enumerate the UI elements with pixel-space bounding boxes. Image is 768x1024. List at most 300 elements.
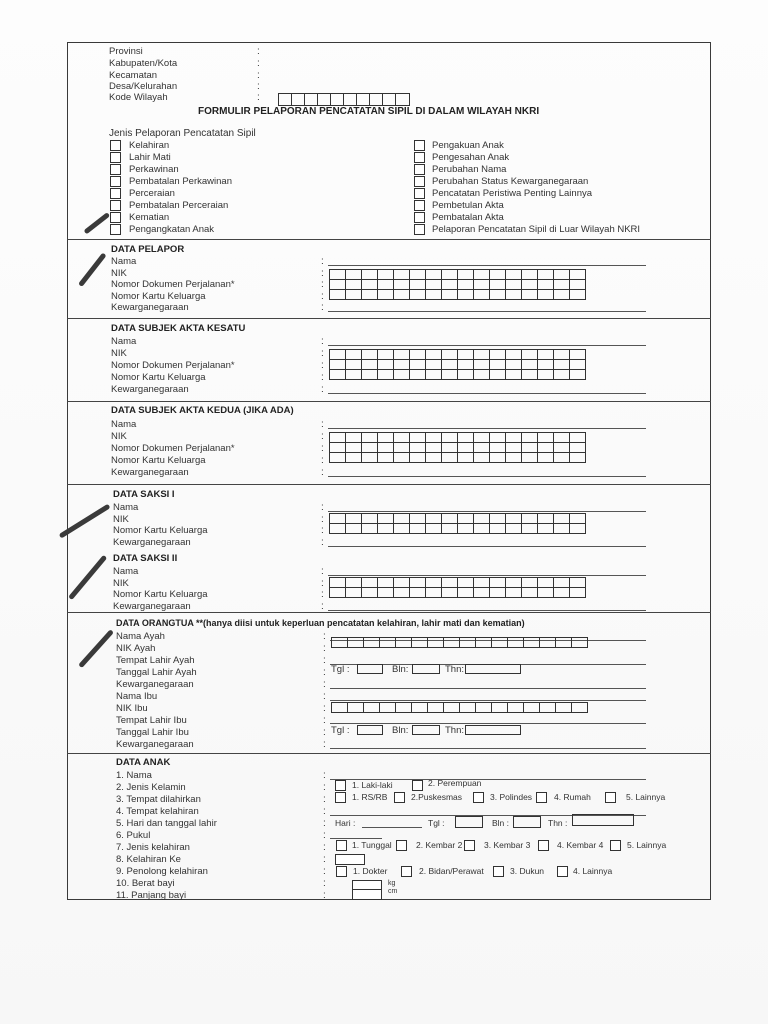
grid-cell[interactable] xyxy=(330,280,346,290)
grid-cell[interactable] xyxy=(458,280,474,290)
grid-cell[interactable] xyxy=(394,350,410,360)
grid-cell[interactable] xyxy=(554,443,570,453)
grid-cell[interactable] xyxy=(458,443,474,453)
grid-cell[interactable] xyxy=(442,524,458,534)
jenis-checkbox[interactable] xyxy=(414,200,425,211)
grid-cell[interactable] xyxy=(570,350,586,360)
grid-cell[interactable] xyxy=(362,578,378,588)
name-input-line[interactable] xyxy=(328,345,646,346)
option-checkbox[interactable] xyxy=(401,866,412,877)
grid-cell[interactable] xyxy=(426,290,442,300)
option-checkbox[interactable] xyxy=(538,840,549,851)
grid-cell[interactable] xyxy=(474,360,490,370)
grid-cell[interactable] xyxy=(346,370,362,380)
grid-cell[interactable] xyxy=(506,514,522,524)
grid-cell[interactable] xyxy=(410,524,426,534)
grid-cell[interactable] xyxy=(522,370,538,380)
grid-cell[interactable] xyxy=(474,370,490,380)
grid-cell[interactable] xyxy=(508,703,524,713)
grid-cell[interactable] xyxy=(458,360,474,370)
nik-kk-grid[interactable] xyxy=(329,513,586,534)
grid-cell[interactable] xyxy=(410,370,426,380)
grid-cell[interactable] xyxy=(410,270,426,280)
option-checkbox[interactable] xyxy=(610,840,621,851)
jenis-checkbox[interactable] xyxy=(414,224,425,235)
day-box[interactable] xyxy=(357,664,383,674)
grid-cell[interactable] xyxy=(394,290,410,300)
grid-cell[interactable] xyxy=(458,290,474,300)
grid-cell[interactable] xyxy=(396,638,412,648)
option-checkbox[interactable] xyxy=(412,780,423,791)
grid-cell[interactable] xyxy=(522,524,538,534)
kelahiran-ke-box[interactable] xyxy=(335,854,365,865)
grid-cell[interactable] xyxy=(474,524,490,534)
grid-cell[interactable] xyxy=(380,638,396,648)
grid-cell[interactable] xyxy=(506,270,522,280)
tempat-lahir-line[interactable] xyxy=(330,723,646,724)
jenis-checkbox[interactable] xyxy=(414,164,425,175)
grid-cell[interactable] xyxy=(506,524,522,534)
grid-cell[interactable] xyxy=(410,433,426,443)
kewarganegaraan-input-line[interactable] xyxy=(328,610,646,611)
grid-cell[interactable] xyxy=(570,280,586,290)
grid-cell[interactable] xyxy=(554,370,570,380)
grid-cell[interactable] xyxy=(330,443,346,453)
jenis-checkbox[interactable] xyxy=(414,140,425,151)
grid-cell[interactable] xyxy=(378,433,394,443)
grid-cell[interactable] xyxy=(570,270,586,280)
grid-cell[interactable] xyxy=(378,290,394,300)
grid-cell[interactable] xyxy=(474,514,490,524)
grid-cell[interactable] xyxy=(442,588,458,598)
grid-cell[interactable] xyxy=(394,280,410,290)
grid-cell[interactable] xyxy=(346,514,362,524)
grid-cell[interactable] xyxy=(538,433,554,443)
option-checkbox[interactable] xyxy=(335,792,346,803)
grid-cell[interactable] xyxy=(426,360,442,370)
grid-cell[interactable] xyxy=(426,514,442,524)
kewarganegaraan-input-line[interactable] xyxy=(328,393,646,394)
grid-cell[interactable] xyxy=(362,370,378,380)
day-box[interactable] xyxy=(455,816,483,828)
grid-cell[interactable] xyxy=(426,453,442,463)
nik-kk-grid[interactable] xyxy=(329,577,586,598)
jenis-checkbox[interactable] xyxy=(110,176,121,187)
grid-cell[interactable] xyxy=(554,433,570,443)
grid-cell[interactable] xyxy=(378,270,394,280)
grid-cell[interactable] xyxy=(522,588,538,598)
grid-cell[interactable] xyxy=(570,578,586,588)
grid-cell[interactable] xyxy=(490,443,506,453)
grid-cell[interactable] xyxy=(524,638,540,648)
grid-cell[interactable] xyxy=(490,578,506,588)
grid-cell[interactable] xyxy=(442,270,458,280)
grid-cell[interactable] xyxy=(492,703,508,713)
grid-cell[interactable] xyxy=(460,638,476,648)
option-checkbox[interactable] xyxy=(464,840,475,851)
grid-cell[interactable] xyxy=(362,270,378,280)
grid-cell[interactable] xyxy=(364,638,380,648)
grid-cell[interactable] xyxy=(570,290,586,300)
grid-cell[interactable] xyxy=(538,524,554,534)
month-box[interactable] xyxy=(412,725,440,735)
grid-cell[interactable] xyxy=(348,703,364,713)
jenis-checkbox[interactable] xyxy=(110,140,121,151)
option-checkbox[interactable] xyxy=(536,792,547,803)
grid-cell[interactable] xyxy=(442,290,458,300)
grid-cell[interactable] xyxy=(346,443,362,453)
grid-cell[interactable] xyxy=(378,443,394,453)
grid-cell[interactable] xyxy=(540,703,556,713)
grid-cell[interactable] xyxy=(410,360,426,370)
jenis-checkbox[interactable] xyxy=(414,152,425,163)
grid-cell[interactable] xyxy=(426,443,442,453)
grid-cell[interactable] xyxy=(522,433,538,443)
jenis-checkbox[interactable] xyxy=(414,176,425,187)
nik-ayah-grid[interactable] xyxy=(331,637,588,648)
grid-cell[interactable] xyxy=(572,703,588,713)
grid-cell[interactable] xyxy=(330,290,346,300)
grid-cell[interactable] xyxy=(506,280,522,290)
grid-cell[interactable] xyxy=(458,514,474,524)
grid-cell[interactable] xyxy=(380,703,396,713)
grid-cell[interactable] xyxy=(442,350,458,360)
grid-cell[interactable] xyxy=(410,443,426,453)
grid-cell[interactable] xyxy=(362,280,378,290)
grid-cell[interactable] xyxy=(394,370,410,380)
name-input-line[interactable] xyxy=(328,428,646,429)
grid-cell[interactable] xyxy=(538,453,554,463)
grid-cell[interactable] xyxy=(538,280,554,290)
grid-cell[interactable] xyxy=(378,514,394,524)
grid-cell[interactable] xyxy=(426,350,442,360)
grid-cell[interactable] xyxy=(442,280,458,290)
kewarganegaraan-input-line[interactable] xyxy=(328,311,646,312)
grid-cell[interactable] xyxy=(444,703,460,713)
grid-cell[interactable] xyxy=(396,703,412,713)
option-checkbox[interactable] xyxy=(336,840,347,851)
grid-cell[interactable] xyxy=(508,638,524,648)
grid-cell[interactable] xyxy=(490,270,506,280)
grid-cell[interactable] xyxy=(554,360,570,370)
grid-cell[interactable] xyxy=(458,270,474,280)
option-checkbox[interactable] xyxy=(493,866,504,877)
grid-cell[interactable] xyxy=(506,433,522,443)
grid-cell[interactable] xyxy=(442,360,458,370)
grid-cell[interactable] xyxy=(330,350,346,360)
jenis-checkbox[interactable] xyxy=(110,152,121,163)
option-checkbox[interactable] xyxy=(335,780,346,791)
grid-cell[interactable] xyxy=(442,453,458,463)
grid-cell[interactable] xyxy=(554,290,570,300)
grid-cell[interactable] xyxy=(364,703,380,713)
grid-cell[interactable] xyxy=(332,703,348,713)
grid-cell[interactable] xyxy=(570,443,586,453)
panjang-box[interactable] xyxy=(352,889,382,900)
name-input-line[interactable] xyxy=(328,265,646,266)
grid-cell[interactable] xyxy=(554,453,570,463)
grid-cell[interactable] xyxy=(346,280,362,290)
grid-cell[interactable] xyxy=(572,638,588,648)
grid-cell[interactable] xyxy=(474,350,490,360)
grid-cell[interactable] xyxy=(412,703,428,713)
grid-cell[interactable] xyxy=(346,524,362,534)
option-checkbox[interactable] xyxy=(605,792,616,803)
grid-cell[interactable] xyxy=(362,350,378,360)
jenis-checkbox[interactable] xyxy=(110,164,121,175)
grid-cell[interactable] xyxy=(538,443,554,453)
grid-cell[interactable] xyxy=(490,433,506,443)
grid-cell[interactable] xyxy=(474,433,490,443)
grid-cell[interactable] xyxy=(458,350,474,360)
grid-cell[interactable] xyxy=(410,280,426,290)
grid-cell[interactable] xyxy=(554,280,570,290)
nik-kk-grid[interactable] xyxy=(329,432,586,463)
grid-cell[interactable] xyxy=(426,280,442,290)
grid-cell[interactable] xyxy=(378,350,394,360)
grid-cell[interactable] xyxy=(426,270,442,280)
grid-cell[interactable] xyxy=(362,433,378,443)
grid-cell[interactable] xyxy=(378,360,394,370)
option-checkbox[interactable] xyxy=(394,792,405,803)
grid-cell[interactable] xyxy=(490,370,506,380)
grid-cell[interactable] xyxy=(348,638,364,648)
grid-cell[interactable] xyxy=(330,360,346,370)
grid-cell[interactable] xyxy=(474,280,490,290)
grid-cell[interactable] xyxy=(458,453,474,463)
grid-cell[interactable] xyxy=(490,280,506,290)
grid-cell[interactable] xyxy=(378,280,394,290)
grid-cell[interactable] xyxy=(330,514,346,524)
grid-cell[interactable] xyxy=(444,638,460,648)
grid-cell[interactable] xyxy=(474,290,490,300)
grid-cell[interactable] xyxy=(458,433,474,443)
grid-cell[interactable] xyxy=(394,524,410,534)
grid-cell[interactable] xyxy=(362,290,378,300)
grid-cell[interactable] xyxy=(554,514,570,524)
grid-cell[interactable] xyxy=(378,453,394,463)
grid-cell[interactable] xyxy=(330,370,346,380)
day-box[interactable] xyxy=(357,725,383,735)
grid-cell[interactable] xyxy=(410,453,426,463)
grid-cell[interactable] xyxy=(556,703,572,713)
grid-cell[interactable] xyxy=(554,350,570,360)
hari-line[interactable] xyxy=(362,827,422,828)
grid-cell[interactable] xyxy=(426,370,442,380)
grid-cell[interactable] xyxy=(442,514,458,524)
grid-cell[interactable] xyxy=(410,514,426,524)
grid-cell[interactable] xyxy=(506,578,522,588)
grid-cell[interactable] xyxy=(570,453,586,463)
grid-cell[interactable] xyxy=(490,453,506,463)
grid-cell[interactable] xyxy=(474,578,490,588)
kewarganegaraan-input-line[interactable] xyxy=(328,476,646,477)
grid-cell[interactable] xyxy=(490,524,506,534)
grid-cell[interactable] xyxy=(522,350,538,360)
grid-cell[interactable] xyxy=(476,703,492,713)
grid-cell[interactable] xyxy=(458,578,474,588)
grid-cell[interactable] xyxy=(490,290,506,300)
name-input-line[interactable] xyxy=(328,511,646,512)
grid-cell[interactable] xyxy=(506,360,522,370)
grid-cell[interactable] xyxy=(490,360,506,370)
grid-cell[interactable] xyxy=(394,514,410,524)
grid-cell[interactable] xyxy=(378,370,394,380)
grid-cell[interactable] xyxy=(474,588,490,598)
grid-cell[interactable] xyxy=(522,578,538,588)
grid-cell[interactable] xyxy=(538,370,554,380)
grid-cell[interactable] xyxy=(538,270,554,280)
option-checkbox[interactable] xyxy=(557,866,568,877)
grid-cell[interactable] xyxy=(330,270,346,280)
grid-cell[interactable] xyxy=(538,350,554,360)
grid-cell[interactable] xyxy=(490,588,506,598)
grid-cell[interactable] xyxy=(506,350,522,360)
grid-cell[interactable] xyxy=(362,588,378,598)
grid-cell[interactable] xyxy=(362,443,378,453)
grid-cell[interactable] xyxy=(332,638,348,648)
grid-cell[interactable] xyxy=(538,360,554,370)
grid-cell[interactable] xyxy=(524,703,540,713)
option-checkbox[interactable] xyxy=(396,840,407,851)
jenis-checkbox[interactable] xyxy=(414,188,425,199)
grid-cell[interactable] xyxy=(378,578,394,588)
grid-cell[interactable] xyxy=(492,638,508,648)
name-input-line[interactable] xyxy=(328,575,646,576)
jenis-checkbox[interactable] xyxy=(110,188,121,199)
grid-cell[interactable] xyxy=(570,514,586,524)
grid-cell[interactable] xyxy=(394,270,410,280)
month-box[interactable] xyxy=(412,664,440,674)
grid-cell[interactable] xyxy=(554,270,570,280)
grid-cell[interactable] xyxy=(394,360,410,370)
grid-cell[interactable] xyxy=(474,270,490,280)
grid-cell[interactable] xyxy=(522,270,538,280)
grid-cell[interactable] xyxy=(442,433,458,443)
grid-cell[interactable] xyxy=(346,350,362,360)
grid-cell[interactable] xyxy=(522,453,538,463)
grid-cell[interactable] xyxy=(330,433,346,443)
grid-cell[interactable] xyxy=(538,290,554,300)
grid-cell[interactable] xyxy=(378,588,394,598)
grid-cell[interactable] xyxy=(330,578,346,588)
grid-cell[interactable] xyxy=(426,524,442,534)
pukul-line[interactable] xyxy=(330,838,382,839)
year-box[interactable] xyxy=(465,664,521,674)
grid-cell[interactable] xyxy=(474,443,490,453)
grid-cell[interactable] xyxy=(538,578,554,588)
grid-cell[interactable] xyxy=(346,433,362,443)
grid-cell[interactable] xyxy=(394,433,410,443)
grid-cell[interactable] xyxy=(442,443,458,453)
grid-cell[interactable] xyxy=(410,588,426,598)
grid-cell[interactable] xyxy=(554,588,570,598)
grid-cell[interactable] xyxy=(490,514,506,524)
grid-cell[interactable] xyxy=(428,638,444,648)
grid-cell[interactable] xyxy=(570,360,586,370)
grid-cell[interactable] xyxy=(362,514,378,524)
grid-cell[interactable] xyxy=(506,443,522,453)
grid-cell[interactable] xyxy=(476,638,492,648)
grid-cell[interactable] xyxy=(346,578,362,588)
option-checkbox[interactable] xyxy=(336,866,347,877)
grid-cell[interactable] xyxy=(442,370,458,380)
grid-cell[interactable] xyxy=(522,443,538,453)
jenis-checkbox[interactable] xyxy=(110,200,121,211)
option-checkbox[interactable] xyxy=(473,792,484,803)
grid-cell[interactable] xyxy=(570,433,586,443)
grid-cell[interactable] xyxy=(506,290,522,300)
grid-cell[interactable] xyxy=(554,578,570,588)
jenis-checkbox[interactable] xyxy=(414,212,425,223)
kewarganegaraan-input-line[interactable] xyxy=(328,546,646,547)
grid-cell[interactable] xyxy=(346,588,362,598)
month-box[interactable] xyxy=(513,816,541,828)
grid-cell[interactable] xyxy=(426,578,442,588)
nik-kk-grid[interactable] xyxy=(329,269,586,300)
grid-cell[interactable] xyxy=(362,453,378,463)
grid-cell[interactable] xyxy=(378,524,394,534)
grid-cell[interactable] xyxy=(428,703,444,713)
kode-wilayah-boxes[interactable] xyxy=(278,93,410,106)
nik-ibu-grid[interactable] xyxy=(331,702,588,713)
grid-cell[interactable] xyxy=(410,578,426,588)
grid-cell[interactable] xyxy=(474,453,490,463)
grid-cell[interactable] xyxy=(410,290,426,300)
year-box[interactable] xyxy=(465,725,521,735)
grid-cell[interactable] xyxy=(346,290,362,300)
grid-cell[interactable] xyxy=(394,443,410,453)
grid-cell[interactable] xyxy=(426,433,442,443)
kewarganegaraan-input-line[interactable] xyxy=(330,688,646,689)
jenis-checkbox[interactable] xyxy=(110,212,121,223)
grid-cell[interactable] xyxy=(458,370,474,380)
grid-cell[interactable] xyxy=(506,588,522,598)
grid-cell[interactable] xyxy=(458,588,474,598)
grid-cell[interactable] xyxy=(570,524,586,534)
grid-cell[interactable] xyxy=(570,588,586,598)
grid-cell[interactable] xyxy=(540,638,556,648)
grid-cell[interactable] xyxy=(522,514,538,524)
grid-cell[interactable] xyxy=(330,524,346,534)
grid-cell[interactable] xyxy=(362,360,378,370)
grid-cell[interactable] xyxy=(556,638,572,648)
jenis-checkbox[interactable] xyxy=(110,224,121,235)
grid-cell[interactable] xyxy=(346,270,362,280)
grid-cell[interactable] xyxy=(346,360,362,370)
grid-cell[interactable] xyxy=(522,360,538,370)
grid-cell[interactable] xyxy=(570,370,586,380)
grid-cell[interactable] xyxy=(506,453,522,463)
grid-cell[interactable] xyxy=(394,578,410,588)
grid-cell[interactable] xyxy=(460,703,476,713)
grid-cell[interactable] xyxy=(554,524,570,534)
grid-cell[interactable] xyxy=(426,588,442,598)
grid-cell[interactable] xyxy=(410,350,426,360)
name-input-line[interactable] xyxy=(330,700,646,701)
grid-cell[interactable] xyxy=(458,524,474,534)
grid-cell[interactable] xyxy=(538,588,554,598)
grid-cell[interactable] xyxy=(490,350,506,360)
grid-cell[interactable] xyxy=(442,578,458,588)
grid-cell[interactable] xyxy=(522,280,538,290)
nik-kk-grid[interactable] xyxy=(329,349,586,380)
grid-cell[interactable] xyxy=(330,453,346,463)
grid-cell[interactable] xyxy=(394,453,410,463)
grid-cell[interactable] xyxy=(538,514,554,524)
year-box[interactable] xyxy=(572,814,634,826)
grid-cell[interactable] xyxy=(522,290,538,300)
